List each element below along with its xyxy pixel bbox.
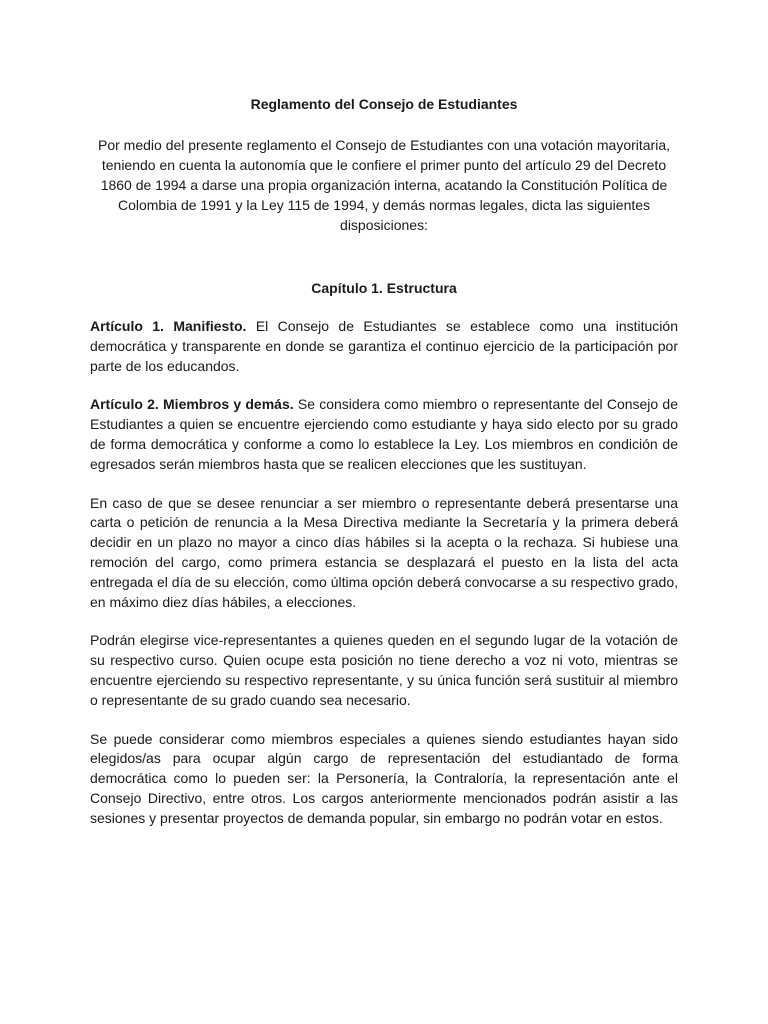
article-2-heading: Artículo 2. Miembros y demás.: [90, 396, 294, 413]
paragraph-resignation: En caso de que se desee renunciar a ser miembro o representante deberá presentarse una carta o petición de renuncia a la Mesa Directiva mediante la Secretaría y la primera deberá decidir en un plazo no mayor a cinco días hábiles si la acepta o la rechaza. Si hubiese una remoción del cargo, como primera estancia se desplazará el puesto en la lista del acta entregada el día de su elección, como última opción deberá convocarse a su respectivo grado, en máximo diez días hábiles, a elecciones.: [90, 494, 678, 610]
article-1-text: El Consejo de Estudiantes se establece como una institución democrática y transparente en donde se garantiza el continuo ejercicio de la participación por parte de los educandos.: [90, 318, 678, 374]
intro-paragraph: Por medio del presente reglamento el Consejo de Estudiantes con una votación mayoritaria, teniendo en cuenta la autonomía que le confiere el primer punto del artículo 29 del Decreto 1860 de 1994 a darse una propia organización interna, acatando la Constitución Política de Colombia de 1991 y la Ley 115 de 1994, y demás normas legales, dicta las siguientes disposiciones:: [98, 137, 670, 233]
paragraph-special-members: Se puede considerar como miembros especiales a quienes siendo estudiantes hayan sido elegidos/as para ocupar algún cargo de representación del estudiantado de forma democrática como lo pueden ser: la Personería, la Contraloría, la representación ante el Consejo Directivo, entre otros. Los cargos anteriormente mencionados podrán asistir a las sesiones y presentar proyectos de demanda popular, sin embargo no podrán votar en estos.: [90, 730, 678, 826]
article-2: [90, 395, 678, 474]
article-1: [90, 317, 678, 376]
article-2-text: Se considera como miembro o representante del Consejo de Estudiantes a quien se encuentre ejerciendo como estudiante y haya sido electo por su grado de forma democrática y conforme a como lo establece la Ley. Los miembros en condición de egresados serán miembros hasta que se realicen elecciones que les sustituyan.: [90, 396, 678, 472]
article-1-heading: Artículo 1. Manifiesto.: [90, 318, 247, 334]
chapter-title: Capítulo 1. Estructura: [311, 280, 457, 296]
paragraph-vice-representatives: Podrán elegirse vice-representantes a quienes queden en el segundo lugar de la votación de su respectivo curso. Quien ocupe esta posición no tiene derecho a voz ni voto, mientras se encuentre ejerciendo su respectivo representante, y su única función será sustituir al miembro o representante de su grado cuando sea necesario.: [90, 632, 678, 708]
document-title: Reglamento del Consejo de Estudiantes: [250, 96, 518, 112]
